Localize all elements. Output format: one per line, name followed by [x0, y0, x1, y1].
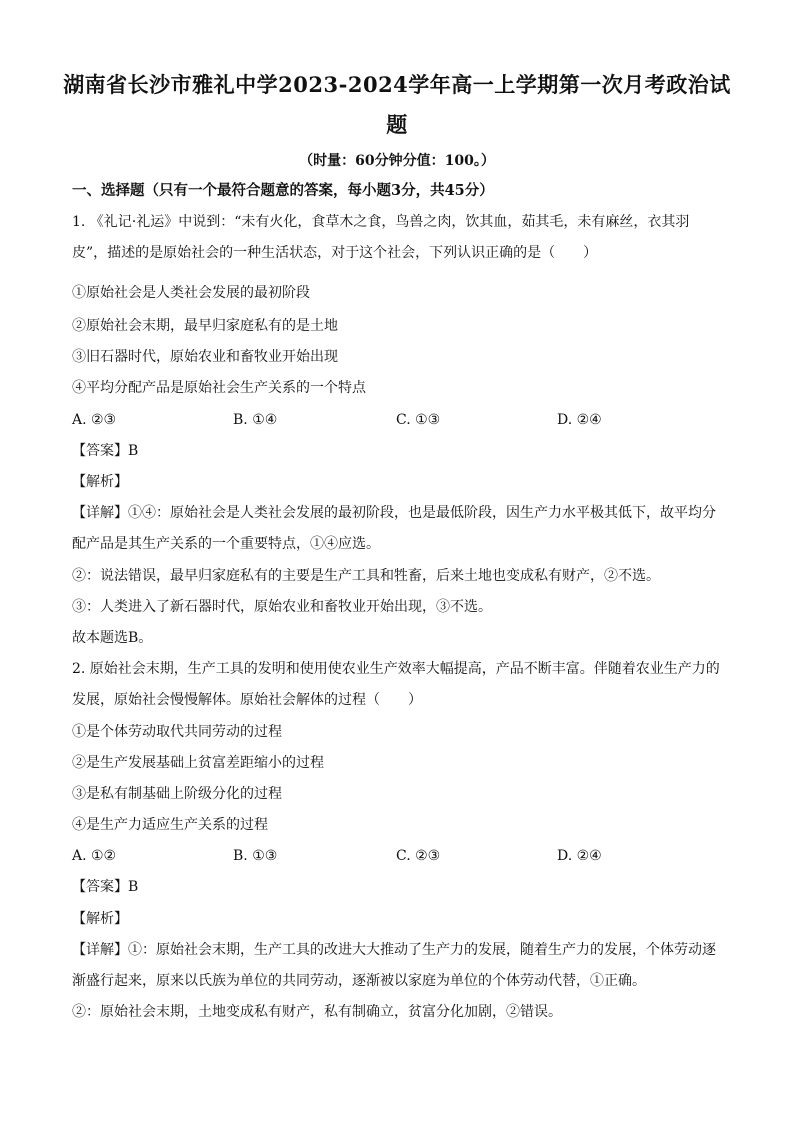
q2-detail-continued: 渐盛行起来，原来以氏族为单位的共同劳动，逐渐被以家庭为单位的个体劳动代替，①正确。	[72, 973, 646, 989]
q1-stem-continued: 皮”，描述的是原始社会的一种生活状态，对于这个社会，下列认识正确的是（ ）	[72, 245, 598, 261]
q1-option-a: A. ②③	[72, 412, 117, 428]
q2-detail-item: ②：原始社会末期，土地变成私有财产，私有制确立，贫富分化加剧，②错误。	[72, 1004, 562, 1020]
q1-detail: 【详解】①④：原始社会是人类社会发展的最初阶段，也是最低阶段，因生产力水平极其低下，故平均分	[72, 505, 716, 521]
q1-item: ①原始社会是人类社会发展的最初阶段	[72, 285, 310, 301]
section-heading: 一、选择题（只有一个最符合题意的答案，每小题3分，共45分）	[72, 182, 494, 199]
q1-conclusion: 故本题选B。	[72, 630, 153, 646]
q1-item: ④平均分配产品是原始社会生产关系的一个特点	[72, 380, 366, 396]
q2-item: ①是个体劳动取代共同劳动的过程	[72, 724, 282, 740]
q2-option-c: C. ②③	[396, 848, 441, 864]
q1-detail-item: ②：说法错误，最早归家庭私有的主要是生产工具和牲畜，后来土地也变成私有财产，②不选。	[72, 568, 660, 584]
q1-option-d: D. ②④	[557, 412, 602, 428]
q2-item: ②是生产发展基础上贫富差距缩小的过程	[72, 755, 324, 771]
doc-title-continued: 题	[386, 112, 408, 137]
q2-answer: 【答案】B	[72, 879, 139, 895]
doc-title: 湖南省长沙市雅礼中学2023-2024学年高一上学期第一次月考政治试	[63, 72, 731, 97]
q2-analysis-label: 【解析】	[72, 911, 128, 927]
q2-stem-continued: 发展，原始社会慢慢解体。原始社会解体的过程（ ）	[72, 692, 422, 708]
q1-option-c: C. ①③	[396, 412, 441, 428]
q2-option-b: B. ①③	[233, 848, 278, 864]
q2-option-d: D. ②④	[557, 848, 602, 864]
q1-option-b: B. ①④	[233, 412, 278, 428]
q2-item: ③是私有制基础上阶级分化的过程	[72, 786, 282, 802]
q1-detail-continued: 配产品是其生产关系的一个重要特点，①④应选。	[72, 536, 380, 552]
q1-stem: 1. 《礼记·礼运》中说到：“未有火化，食草木之食，鸟兽之肉，饮其血，茹其毛，未有麻丝，衣其羽	[72, 214, 690, 230]
q1-analysis-label: 【解析】	[72, 474, 128, 490]
q2-option-a: A. ①②	[72, 848, 117, 864]
q1-detail-item: ③：人类进入了新石器时代，原始农业和畜牧业开始出现，③不选。	[72, 599, 492, 615]
q2-stem: 2. 原始社会末期，生产工具的发明和使用使农业生产效率大幅提高，产品不断丰富。伴随着农业生产力的	[72, 661, 720, 677]
q2-detail: 【详解】①：原始社会末期，生产工具的改进大大推动了生产力的发展，随着生产力的发展，个体劳动逐	[72, 942, 716, 958]
exam-meta: （时量：60分钟分值：100。）	[299, 153, 495, 169]
q2-item: ④是生产力适应生产关系的过程	[72, 817, 268, 833]
q1-answer: 【答案】B	[72, 443, 139, 459]
q1-item: ③旧石器时代，原始农业和畜牧业开始出现	[72, 349, 338, 365]
q1-item: ②原始社会末期，最早归家庭私有的是土地	[72, 318, 338, 334]
